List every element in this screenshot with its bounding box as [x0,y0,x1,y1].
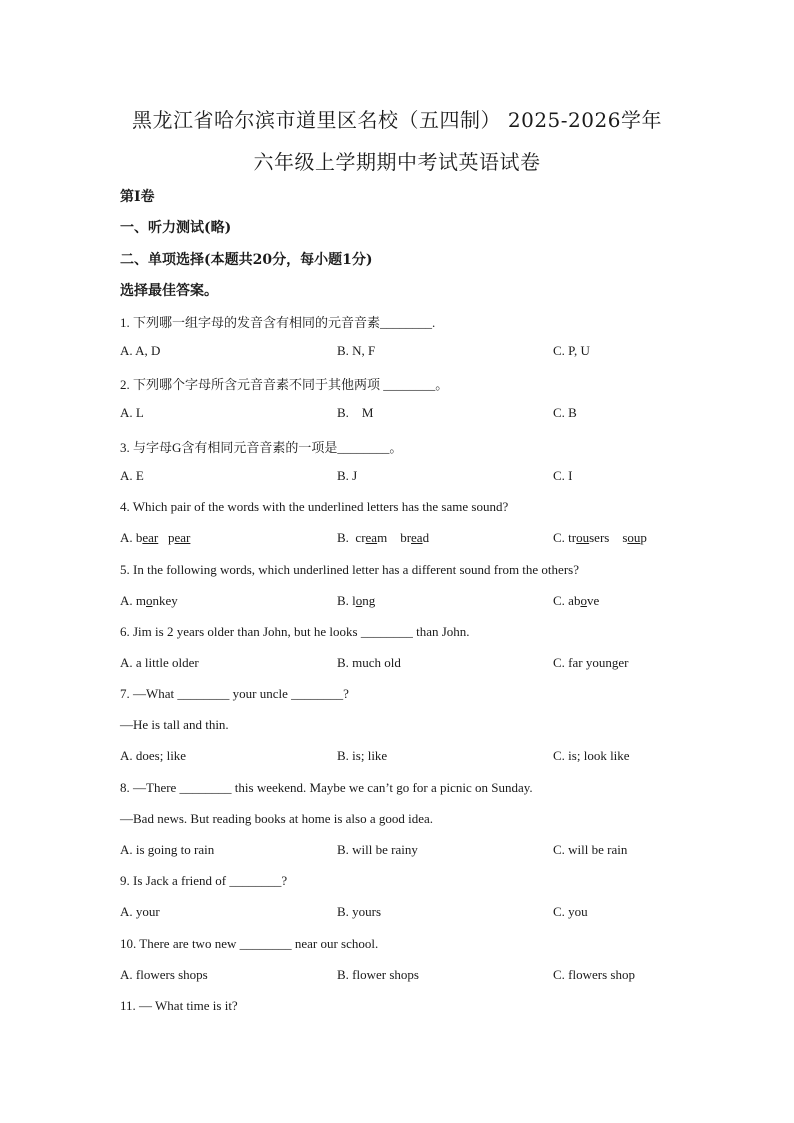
question-stem: 5. In the following words, which underlined letter has a different sound from the others? [120,562,579,577]
part2-heading: 二、单项选择(本题共20分，每小题1分) [120,252,373,268]
option-b: B. J [337,468,358,483]
question-stem: 1. 下列哪一组字母的发音含有相同的元音音素________. [120,315,436,330]
option-b: B. cream bread [337,530,430,545]
option-c: C. trousers soup [553,530,647,545]
option-c: C. is; look like [553,748,630,763]
question-stem: 11. — What time is it? [120,998,238,1013]
underlined-letters: ear [174,530,191,545]
question-stem: 7. —What ________ your uncle ________? [120,686,349,701]
option-a: A. monkey [120,593,178,608]
option-c: C. I [553,468,573,483]
option-b: B. yours [337,904,382,919]
instruction-text: 选择最佳答案。 [120,283,218,299]
exam-title-line-1: 黑龙江省哈尔滨市道里区名校（五四制） 2025-2026学年 [132,108,662,132]
option-b: B. long [337,593,376,608]
option-a: A. A, D [120,343,161,358]
option-a: A. a little older [120,655,199,670]
option-c: C. you [553,904,588,919]
option-c: C. flowers shop [553,967,635,982]
part1-heading: 一、听力测试(略) [120,220,232,236]
underlined-letters: o [580,593,587,608]
option-a: A. your [120,904,160,919]
underlined-letters: ea [411,530,423,545]
option-b: B. much old [337,655,401,670]
underlined-letters: ou [576,530,590,545]
option-c: C. will be rain [553,842,628,857]
option-a: A. bear pear [120,530,191,545]
option-a: A. L [120,405,144,420]
option-a: A. is going to rain [120,842,215,857]
option-c: C. far younger [553,655,629,670]
underlined-letters: ou [627,530,641,545]
option-c: C. above [553,593,600,608]
question-stem: 4. Which pair of the words with the underlined letters has the same sound? [120,499,509,514]
volume-heading: 第Ⅰ卷 [120,189,155,205]
option-c: C. B [553,405,577,420]
option-c: C. P, U [553,343,590,358]
option-a: A. E [120,468,144,483]
question-stem: 8. —There ________ this weekend. Maybe we can’t go for a picnic on Sunday. [120,780,533,795]
exam-title-line-2: 六年级上学期期中考试英语试卷 [253,150,541,174]
question-stem: 3. 与字母G含有相同元音音素的一项是________。 [120,440,403,455]
question-reply: —Bad news. But reading books at home is also a good idea. [120,811,434,826]
question-stem: 10. There are two new ________ near our school. [120,936,379,951]
underlined-letters: ear [142,530,159,545]
underlined-letters: o [146,593,153,608]
option-b: B. will be rainy [337,842,418,857]
option-b: B. is; like [337,748,388,763]
option-a: A. flowers shops [120,967,208,982]
question-stem: 6. Jim is 2 years older than John, but he looks ________ than John. [120,624,470,639]
question-reply: —He is tall and thin. [120,717,229,732]
underlined-letters: ea [365,530,378,545]
option-b: B. N, F [337,343,376,358]
question-stem: 2. 下列哪个字母所含元音音素不同于其他两项 ________。 [120,377,449,392]
option-b: B. flower shops [337,967,419,982]
question-stem: 9. Is Jack a friend of ________? [120,873,288,888]
underlined-letters: o [355,593,363,608]
option-b: B. M [337,405,374,420]
option-a: A. does; like [120,748,187,763]
